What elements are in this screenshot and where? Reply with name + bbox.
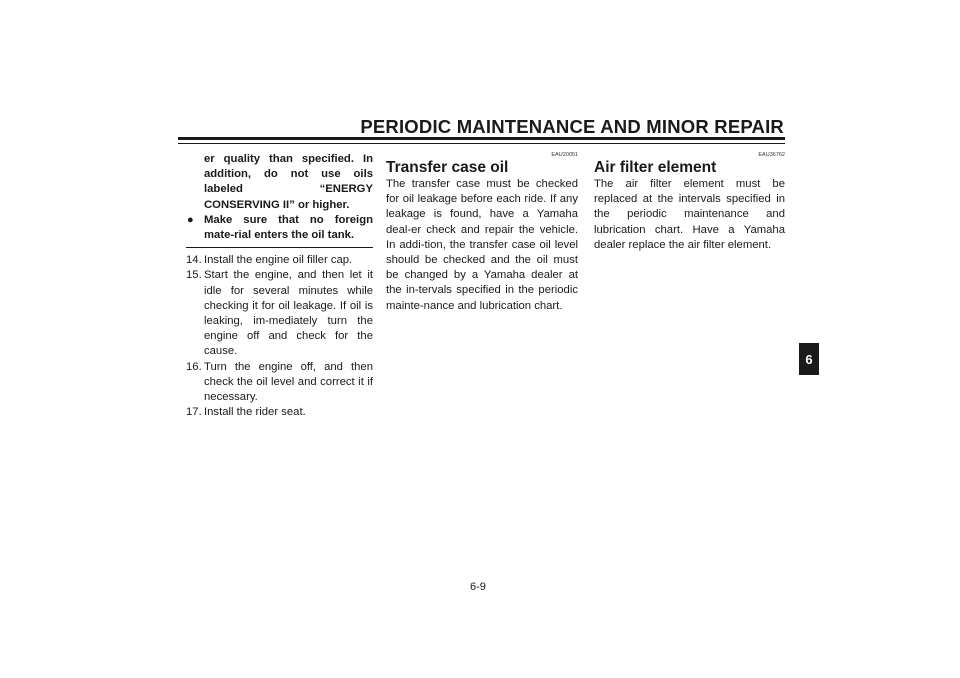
header-rule-thin [178,143,785,144]
column-transfer-case [386,152,578,314]
chapter-tab: 6 [799,343,819,375]
step-text: Install the rider seat. [204,406,306,419]
page-number: 6-9 [470,581,486,593]
section-title-air-filter: Air filter element [594,159,717,176]
step-number: 17. [186,406,202,419]
step-item [186,405,373,420]
step-text: Install the engine oil filler cap. [204,254,353,267]
warning-bottom-rule [186,247,373,248]
warning-bullet-item [186,213,373,243]
warning-bullet-text: Make sure that no foreign mate-rial enters the oil tank. [204,213,373,242]
page-header-title: PERIODIC MAINTENANCE AND MINOR REPAIR [360,116,784,137]
reference-code: EAU20051 [551,152,578,158]
bullet-icon: ● [187,213,194,226]
step-item [186,268,373,359]
warning-continued-text: er quality than specified. In addition, do not use oils labeled “ENERGY CONSERVING II” or higher. [204,153,373,211]
step-number: 16. [186,360,202,373]
step-text: Turn the engine off, and then check the oil level and correct it if necessary. [204,360,373,404]
reference-code: EAU36762 [758,152,785,158]
column-left [186,152,373,420]
step-number: 14. [186,254,202,267]
header-rule-thick [178,137,785,140]
transfer-case-body: The transfer case must be checked for oil leakage before each ride. If any leakage is found, have a Yamaha deal-er check and repair the vehicle. In addi-tion, the transfer case oil level should be checked and the oil must be changed by a Yamaha dealer at the in-tervals specified in the periodic mainte-nance and lubrication chart. [386,178,578,312]
step-text: Start the engine, and then let it idle for several minutes while checking it for oil leakage. If oil is leaking, im-mediately turn the engine off and check for the cause. [204,269,373,358]
step-item [186,253,373,268]
section-title-transfer-case: Transfer case oil [386,159,509,176]
step-number: 15. [186,269,202,282]
column-air-filter [594,152,785,253]
air-filter-body: The air filter element must be replaced at the intervals specified in the periodic maintenance and lubrication chart. Have a Yamaha dealer replace the air filter element. [594,178,785,251]
step-item [186,360,373,406]
